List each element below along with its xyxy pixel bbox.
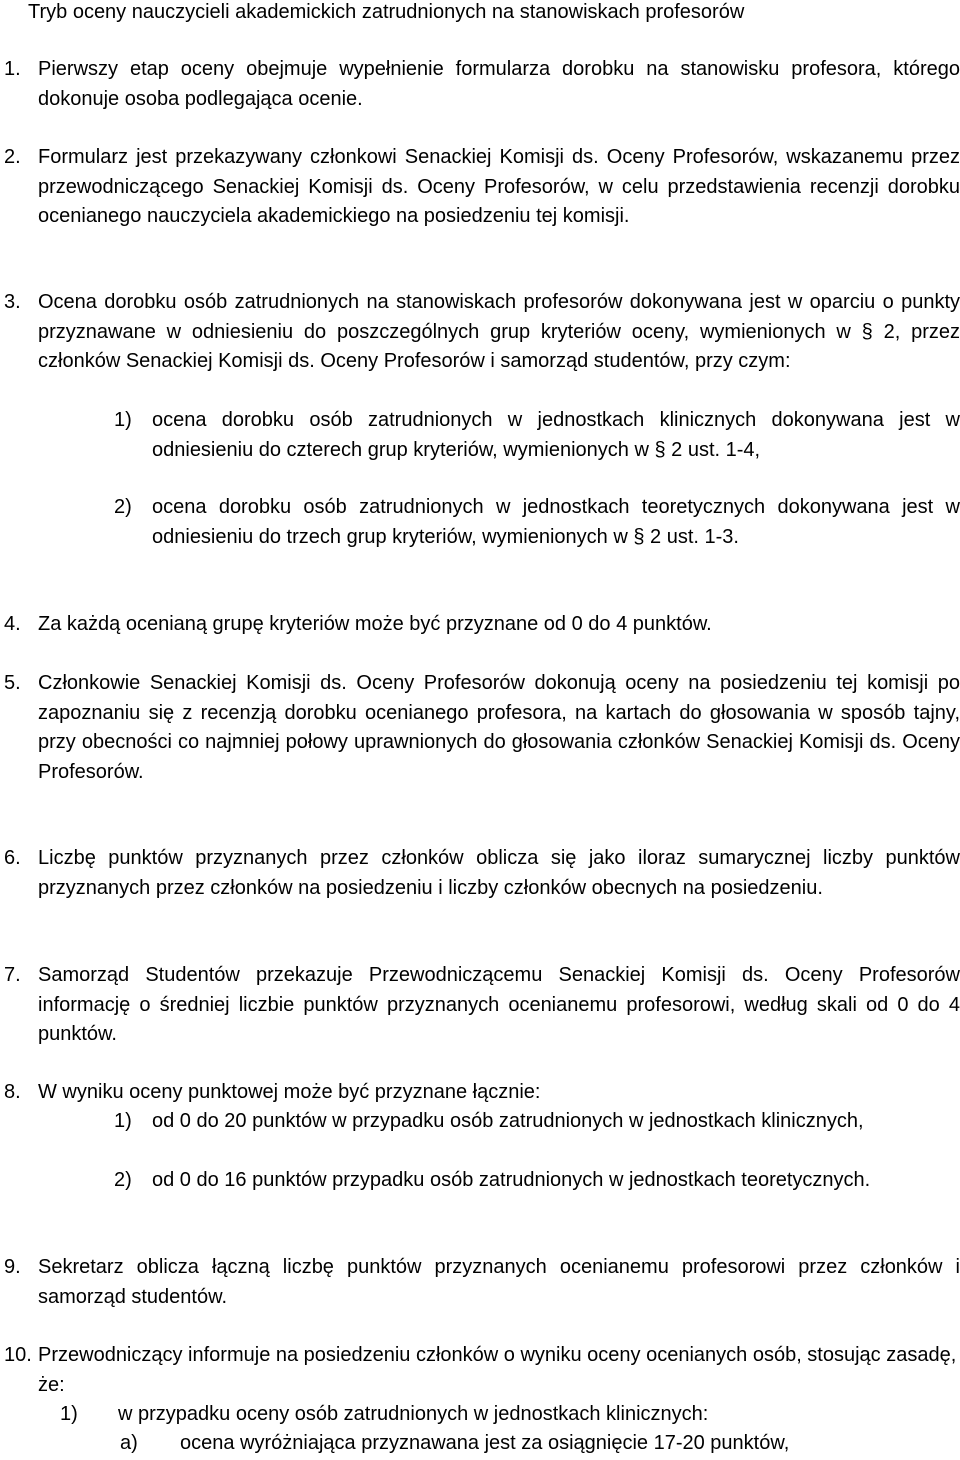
item-number: 1. — [4, 58, 21, 80]
item-text: Formularz jest przekazywany członkowi Senackiej Komisji ds. Oceny Profesorów, wskazanemu przez przewodniczącego Senackiej Komisji ds. Oceny Profesorów, w celu przedstawienia recenzji dorobku ocenianego nauczyciela akademickiego na posiedzeniu tej komisji. — [38, 146, 960, 228]
sub-item-text-part: ocena dorobku osób zatrudnionych w jednostkach teoretycznych dokonywana jest w odniesieniu do trzech grup kryteriów, wymienionych w — [152, 496, 960, 548]
sub-item-text-part: ocena dorobku osób zatrudnionych w jednostkach klinicznych dokonywana jest w odniesieniu do czterech grup kryteriów, wymienionych w — [152, 409, 960, 461]
section-sign: § — [633, 525, 645, 548]
item-text: Przewodniczący informuje na posiedzeniu członków o wyniku oceny ocenianych osób, stosując zasadę, że: — [38, 1344, 957, 1396]
document-title: Tryb oceny nauczycieli akademickich zatrudnionych na stanowiskach profesorów — [28, 1, 745, 23]
sub-item-text — [152, 493, 960, 552]
sub-item-text: w przypadku oceny osób zatrudnionych w jednostkach klinicznych: — [118, 1403, 709, 1425]
sub-item-number: 1) — [114, 1110, 132, 1132]
section-sign: § — [654, 438, 666, 461]
item-number: 6. — [4, 847, 21, 869]
item-number: 4. — [4, 613, 21, 635]
sub-item-text: ocena wyróżniająca przyznawana jest za osiągnięcie 17-20 punktów, — [180, 1432, 790, 1454]
item-text: Za każdą ocenianą grupę kryteriów może być przyznane od 0 do 4 punktów. — [38, 613, 712, 635]
item-text — [38, 288, 960, 377]
item-number: 10. — [4, 1344, 32, 1366]
sub-item-text-part: 2 ust. 1-4, — [671, 438, 761, 461]
item-number: 7. — [4, 964, 21, 986]
item-text: Liczbę punktów przyznanych przez członków oblicza się jako iloraz sumarycznej liczby punktów przyznanych przez członków na posiedzeniu i liczby członków obecnych na posiedzeniu. — [38, 847, 960, 899]
sub-item-text: od 0 do 20 punktów w przypadku osób zatrudnionych w jednostkach klinicznych, — [152, 1110, 864, 1132]
item-number: 8. — [4, 1081, 21, 1103]
sub-item-number: 2) — [114, 496, 132, 518]
sub-item-number: 2) — [114, 1169, 132, 1191]
item-number: 9. — [4, 1256, 21, 1278]
item-text: Samorząd Studentów przekazuje Przewodniczącemu Senackiej Komisji ds. Oceny Profesorów informację o średniej liczbie punktów przyznanych ocenianemu profesorowi, według skali od 0 do 4 punktów. — [38, 964, 960, 1046]
item-text: Pierwszy etap oceny obejmuje wypełnienie formularza dorobku na stanowisku profesora, którego dokonuje osoba podlegająca ocenie. — [38, 58, 960, 110]
sub-item-text: od 0 do 16 punktów przypadku osób zatrudnionych w jednostkach teoretycznych. — [152, 1169, 871, 1191]
item-number: 3. — [4, 291, 21, 313]
sub-item-letter: a) — [120, 1432, 138, 1454]
item-text-part: Ocena dorobku osób zatrudnionych na stanowiskach profesorów dokonywana jest w oparciu o punkty przyznawane w odniesieniu do poszczególnych grup kryteriów oceny, wymienionych w — [38, 291, 960, 343]
item-number: 5. — [4, 672, 21, 694]
sub-item-text-part: 2 ust. 1-3. — [650, 525, 739, 548]
item-text: Członkowie Senackiej Komisji ds. Oceny Profesorów dokonują oceny na posiedzeniu tej komisji po zapoznaniu się z recenzją dorobku ocenianego profesora, na kartach do głosowania w sposób tajny, przy obecności co najmniej połowy uprawnionych do głosowania członków Senackiej Komisji ds. Oceny Profesorów. — [38, 672, 960, 783]
item-text-part: 2, przez członków Senackiej Komisji ds. Oceny Profesorów i samorząd studentów, przy czym: — [38, 320, 960, 373]
sub-item-number: 1) — [114, 409, 132, 431]
item-number: 2. — [4, 146, 21, 168]
sub-item-text — [152, 406, 960, 465]
section-sign: § — [861, 320, 873, 343]
item-text: Sekretarz oblicza łączną liczbę punktów przyznanych ocenianemu profesorowi przez członków i samorząd studentów. — [38, 1256, 960, 1308]
sub-item-number: 1) — [60, 1403, 78, 1425]
item-text: W wyniku oceny punktowej może być przyznane łącznie: — [38, 1081, 541, 1103]
